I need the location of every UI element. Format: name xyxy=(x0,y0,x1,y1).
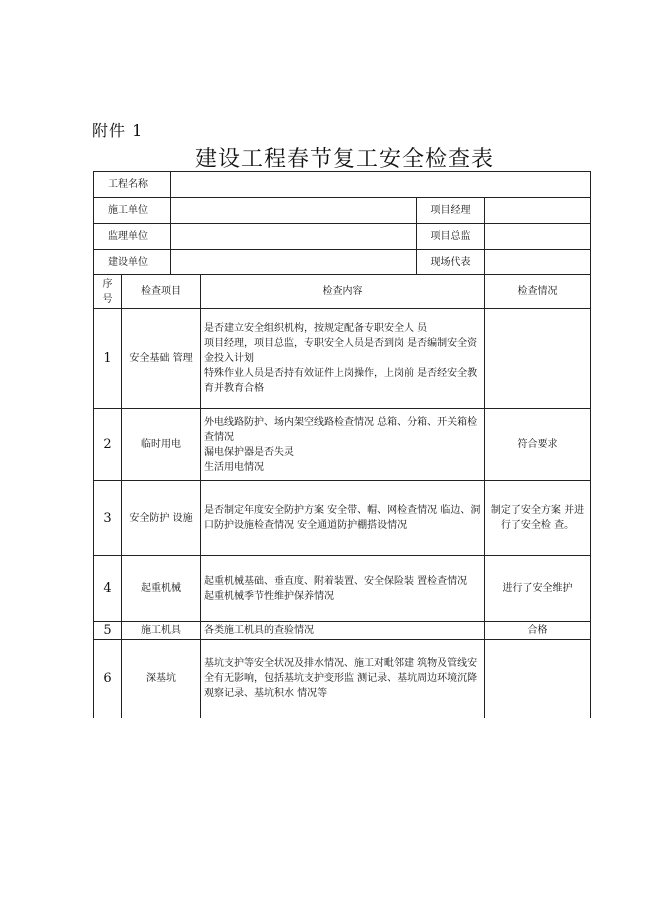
row-content xyxy=(201,622,485,640)
project-name-label: 工程名称 xyxy=(94,172,171,198)
project-manager-label: 项目经理 xyxy=(417,198,485,224)
site-rep-value[interactable] xyxy=(485,250,591,275)
content-line: 是否制定年度安全防护方案 安全带、帽、网检查情况 临边、洞口防护设施检查情况 安全通道防护棚搭设情况 xyxy=(204,505,481,531)
table-row xyxy=(94,622,591,640)
row-number: 2 xyxy=(94,409,122,481)
table-row xyxy=(94,309,591,409)
project-info-table xyxy=(93,171,591,275)
col-content-header: 检查内容 xyxy=(201,275,485,309)
project-manager-value[interactable] xyxy=(485,198,591,224)
content-line: 生活用电情况 xyxy=(204,461,264,473)
row-item: 安全防护 设施 xyxy=(122,481,201,556)
content-line: 起重机械基础、垂直度、附着装置、安全保险装 置检查情况 xyxy=(204,575,468,587)
row-status[interactable]: 合格 xyxy=(485,622,591,640)
row-item: 深基坑 xyxy=(122,640,201,718)
row-item: 临时用电 xyxy=(122,409,201,481)
row-status[interactable] xyxy=(485,309,591,409)
project-name-value[interactable] xyxy=(171,172,591,198)
row-number: 5 xyxy=(94,622,122,640)
content-line: 漏电保护器是否失灵 xyxy=(204,446,294,458)
content-line: 是否建立安全组织机构，按规定配备专职安全人 员 xyxy=(204,323,428,334)
content-line: 基坑支护等安全状况及排水情况、施工对毗邻建 筑物及管线安全有无影响，包括基坑支护变形监 测记录、基坑周边环境沉降观察记录、基坑积水 情况等 xyxy=(204,658,478,700)
chief-supervisor-label: 项目总监 xyxy=(417,224,485,250)
row-number: 6 xyxy=(94,640,122,718)
row-number: 3 xyxy=(94,481,122,556)
construction-unit-label: 施工单位 xyxy=(94,198,171,224)
table-row xyxy=(94,481,591,556)
row-status[interactable]: 制定了安全方案 并进行了安全检 查。 xyxy=(485,481,591,556)
supervision-unit-value[interactable] xyxy=(171,224,417,250)
table-row xyxy=(94,640,591,718)
row-status[interactable] xyxy=(485,640,591,718)
content-line: 特殊作业人员是否持有效证件上岗操作，上岗前 是否经安全教育并教育合格 xyxy=(204,368,478,394)
building-unit-label: 建设单位 xyxy=(94,250,171,275)
row-content xyxy=(201,481,485,556)
content-line: 起重机械季节性维护保养情况 xyxy=(204,590,334,602)
row-content xyxy=(201,409,485,481)
annex-label: 附件 1 xyxy=(92,121,144,140)
building-unit-value[interactable] xyxy=(171,250,417,275)
page-title: 建设工程春节复工安全检查表 xyxy=(194,147,494,172)
row-number: 4 xyxy=(94,556,122,622)
row-item: 起重机械 xyxy=(122,556,201,622)
row-number: 1 xyxy=(94,309,122,409)
inspection-table xyxy=(93,274,591,718)
site-rep-label: 现场代表 xyxy=(417,250,485,275)
table-row xyxy=(94,556,591,622)
row-status[interactable]: 符合要求 xyxy=(485,409,591,481)
col-seq-header: 序 号 xyxy=(94,275,122,309)
construction-unit-value[interactable] xyxy=(171,198,417,224)
row-status[interactable]: 进行了安全维护 xyxy=(485,556,591,622)
row-content xyxy=(201,556,485,622)
content-line: 外电线路防护、场内架空线路检查情况 总箱、分箱、开关箱检查情况 xyxy=(204,416,478,443)
supervision-unit-label: 监理单位 xyxy=(94,224,171,250)
content-line: 各类施工机具的查验情况 xyxy=(204,625,314,636)
row-content xyxy=(201,640,485,718)
chief-supervisor-value[interactable] xyxy=(485,224,591,250)
table-row xyxy=(94,409,591,481)
col-item-header: 检查项目 xyxy=(122,275,201,309)
row-content xyxy=(201,309,485,409)
row-item: 安全基础 管理 xyxy=(122,309,201,409)
row-item: 施工机具 xyxy=(122,622,201,640)
content-line: 项目经理，项目总监，专职安全人员是否到岗 是否编制安全资金投入计划 xyxy=(204,338,478,364)
col-status-header: 检查情况 xyxy=(485,275,591,309)
